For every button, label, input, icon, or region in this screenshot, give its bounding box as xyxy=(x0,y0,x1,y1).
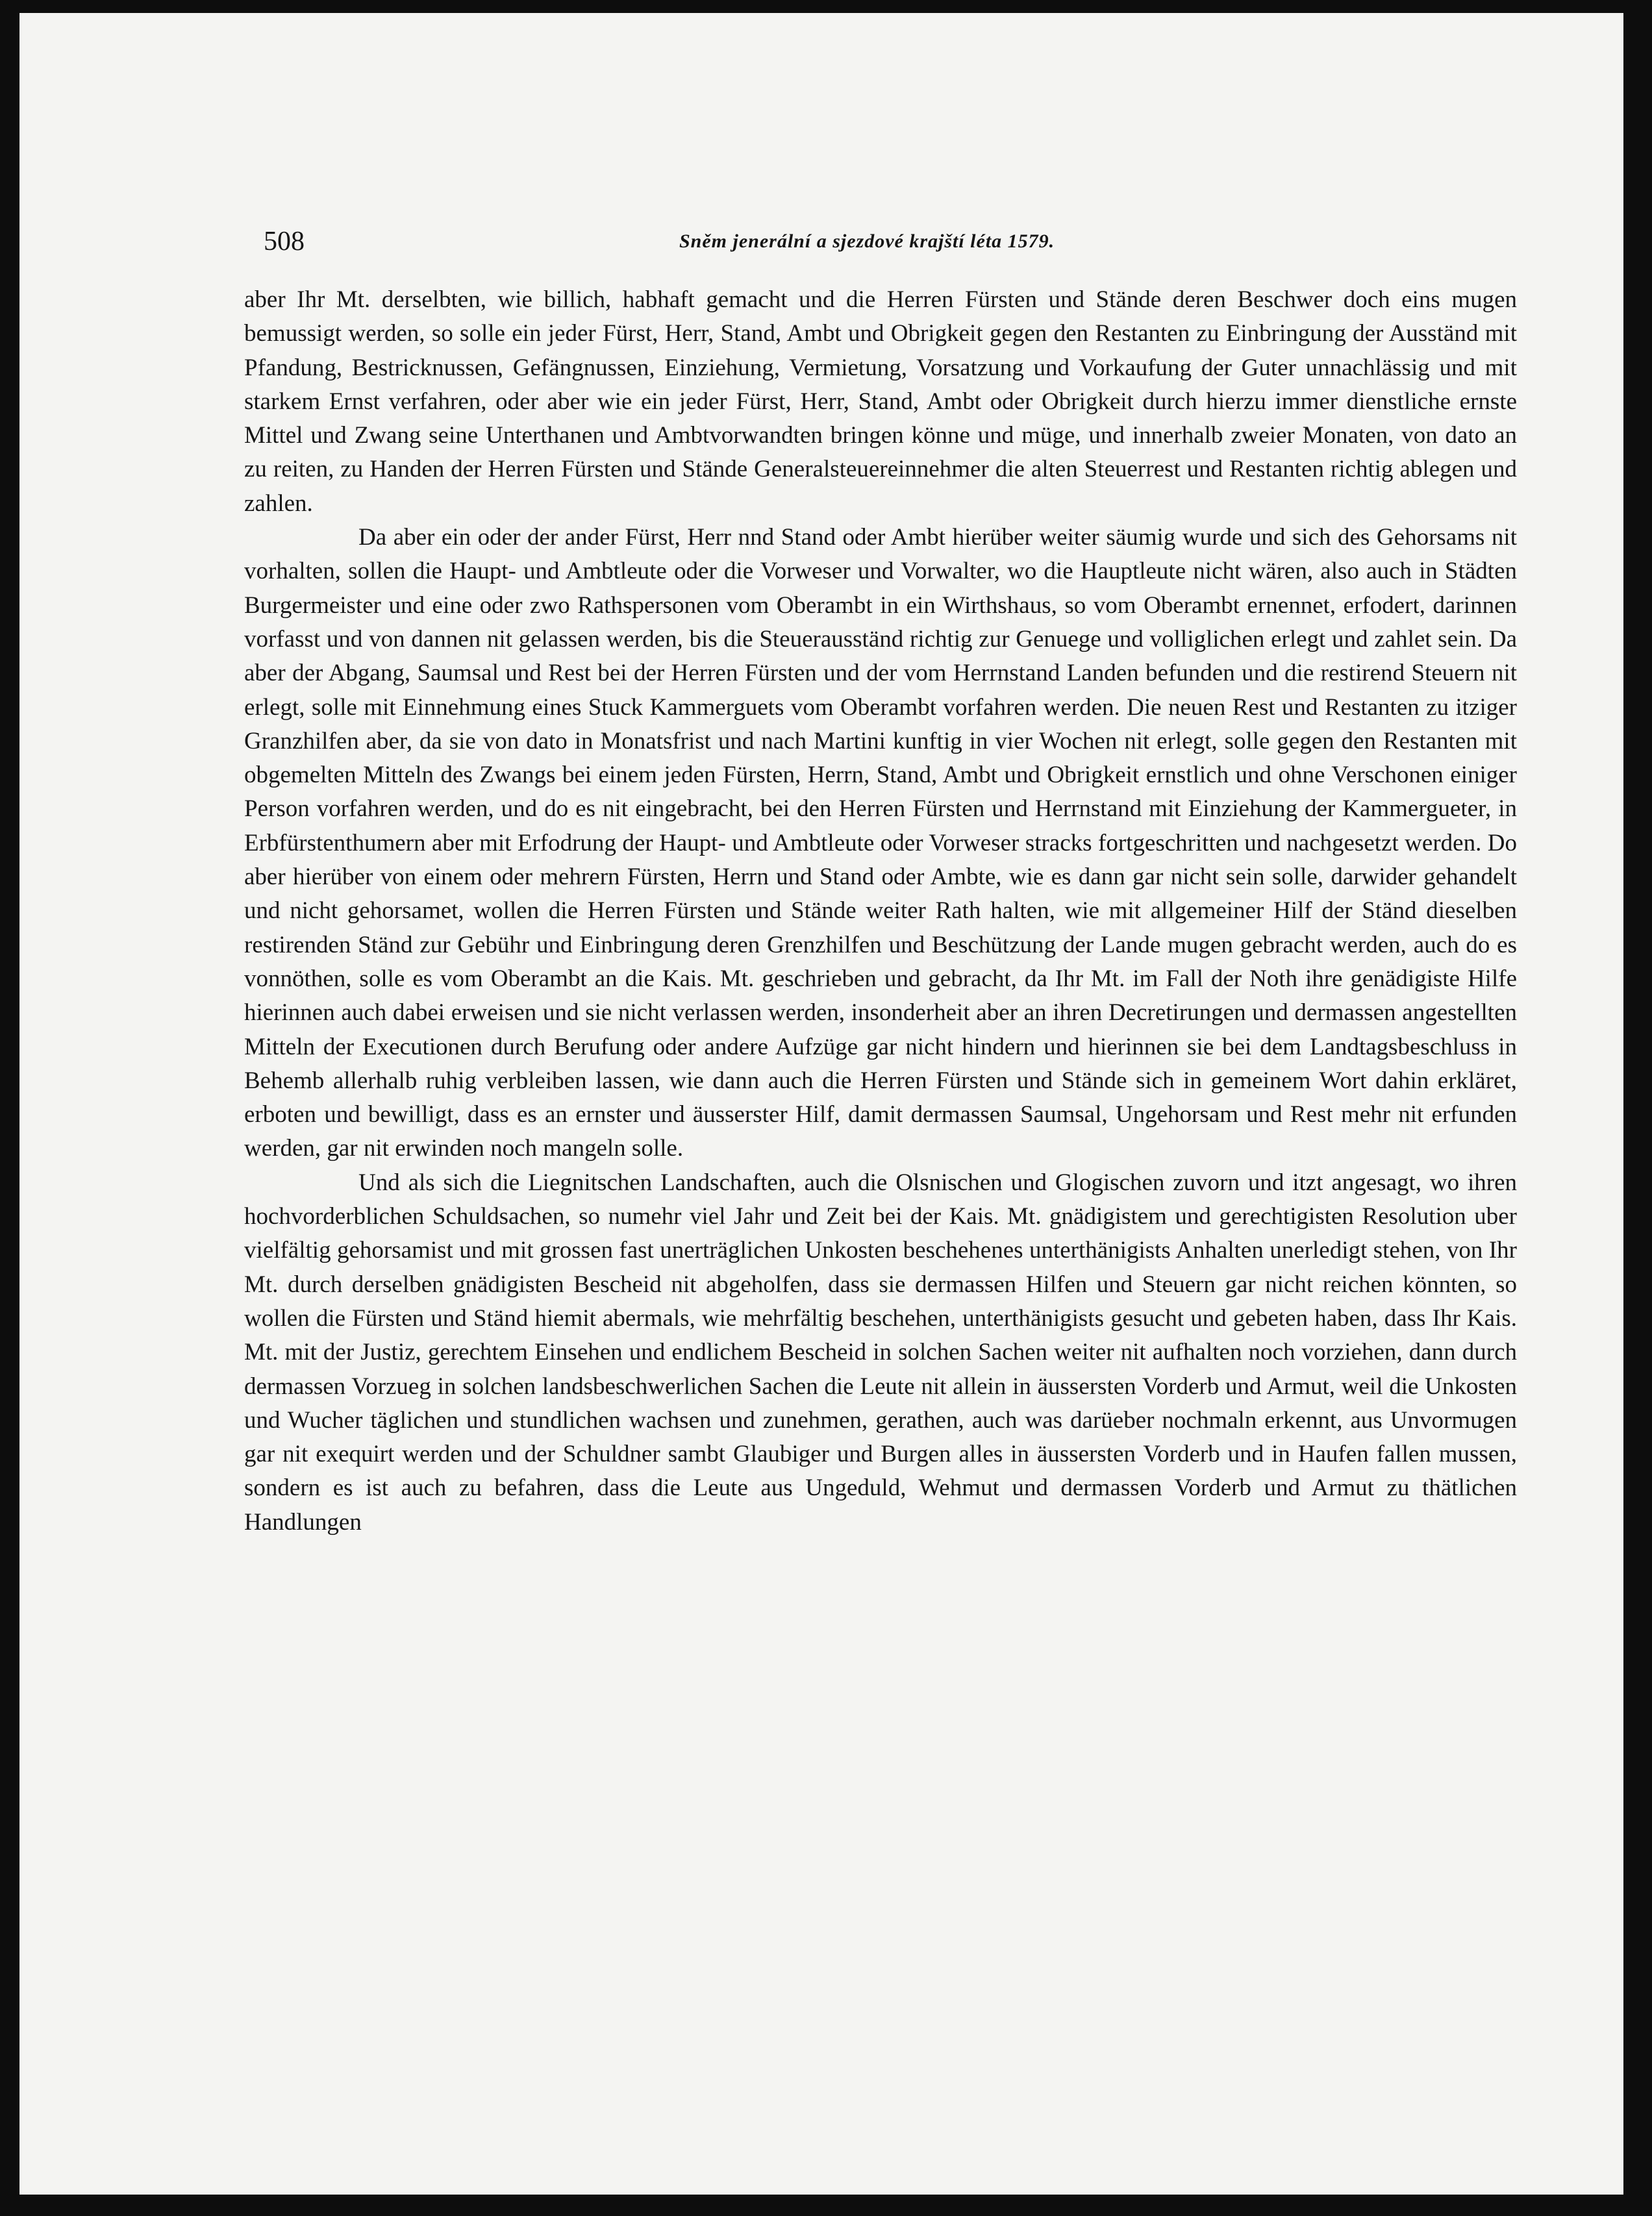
body-text xyxy=(244,283,1517,1539)
page-number: 508 xyxy=(264,227,305,256)
paragraph-2: Da aber ein oder der ander Fürst, Herr nnd Stand oder Ambt hierüber weiter säumig wurde und sich des Gehorsams nit vorhalten, sollen die Haupt- und Ambtleute oder die Vorweser und Vorwalter, wo die Hauptleute nicht wären, also auch in Städten Burgermeister und eine oder zwo Rathspersonen vom Oberambt in ein Wirthshaus, so vom Oberambt ernennet, erfodert, darinnen vorfasst und von dannen nit gelassen werden, bis die Steuerausständ richtig zur Genuege und volliglichen erlegt und zahlet sein. Da aber der Abgang, Saumsal und Rest bei der Herren Fürsten und der vom Herrnstand Landen befunden und die restirend Steuern nit erlegt, solle mit Einnehmung eines Stuck Kammerguets vom Oberambt vorfahren werden. Die neuen Rest und Restanten zu itziger Granzhilfen aber, da sie von dato in Monatsfrist und nach Martini kunftig in vier Wochen nit erlegt, solle gegen den Restanten mit obgemelten Mitteln des Zwangs bei einem jeden Fürsten, Herrn, Stand, Ambt und Obrigkeit ernstlich und ohne Verschonen einiger Person vorfahren werden, und do es nit eingebracht, bei den Herren Fürsten und Herrnstand mit Einziehung der Kammergueter, in Erbfürstenthumern aber mit Erfodrung der Haupt- und Ambtleute oder Vorweser stracks fortgeschritten und nachgesetzt werden. Do aber hierüber von einem oder mehrern Fürsten, Herrn und Stand oder Ambte, wie es dann gar nicht sein solle, darwider gehandelt und nicht gehorsamet, wollen die Herren Fürsten und Stände weiter Rath halten, wie mit allgemeiner Hilf der Ständ dieselben restirenden Ständ zur Gebühr und Einbringung deren Grenzhilfen und Beschützung der Lande mugen gebracht werden, auch do es vonnöthen, solle es vom Oberambt an die Kais. Mt. geschrieben und gebracht, da Ihr Mt. im Fall der Noth ihre genädigiste Hilfe hierinnen auch dabei erweisen und sie nicht verlassen werden, insonderheit aber an ihren Decretirungen und dermassen angestellten Mitteln der Executionen durch Berufung oder andere Aufzüge gar nicht hindern und hierinnen sie bei dem Landtagsbeschluss in Behemb allerhalb ruhig verbleiben lassen, wie dann auch die Herren Fürsten und Stände sich in gemeinem Wort dahin erkläret, erboten und bewilligt, dass es an ernster und äusserster Hilf, damit dermassen Saumsal, Ungehorsam und Rest mehr nit erfunden werden, gar nit erwinden noch mangeln solle. xyxy=(244,524,1517,1162)
running-title: Sněm jenerální a sjezdové krajští léta 1579. xyxy=(679,230,1055,252)
paragraph-1: aber Ihr Mt. derselbten, wie billich, habhaft gemacht und die Herren Fürsten und Stände deren Beschwer doch eins mugen bemussigt werden, so solle ein jeder Fürst, Herr, Stand, Ambt und Obrigkeit gegen den Restanten zu Einbringung der Ausständ mit Pfandung, Bestricknussen, Gefängnussen, Einziehung, Vermietung, Vorsatzung und Vorkaufung der Guter unnachlässig und mit starkem Ernst verfahren, oder aber wie ein jeder Fürst, Herr, Stand, Ambt oder Obrigkeit durch hierzu immer dienstliche ernste Mittel und Zwang seine Unterthanen und Ambtvorwandten bringen könne und müge, und innerhalb zweier Monaten, von dato an zu reiten, zu Handen der Herren Fürsten und Stände Generalsteuereinnehmer die alten Steuerrest und Restanten richtig ablegen und zahlen. xyxy=(244,286,1517,517)
paragraph-3: Und als sich die Liegnitschen Landschaften, auch die Olsnischen und Glogischen zuvorn und itzt angesagt, wo ihren hochvorderblichen Schuldsachen, so numehr viel Jahr und Zeit bei der Kais. Mt. gnädigistem und gerechtigisten Resolution uber vielfältig gehorsamist und mit grossen fast unerträglichen Unkosten beschehenes unterthänigists Anhalten unerledigt stehen, von Ihr Mt. durch derselben gnädigisten Bescheid nit abgeholfen, dass sie dermassen Hilfen und Steuern gar nicht reichen könnten, so wollen die Fürsten und Ständ hiemit abermals, wie mehrfältig beschehen, unterthänigists gesucht und gebeten haben, dass Ihr Kais. Mt. mit der Justiz, gerechtem Einsehen und endlichem Bescheid in solchen Sachen weiter nit aufhalten noch vorziehen, dann durch dermassen Vorzueg in solchen landsbeschwerlichen Sachen die Leute nit allein in äussersten Vorderb und Armut, weil die Unkosten und Wucher täglichen und stundlichen wachsen und zunehmen, gerathen, auch was darüeber nochmaln erkennt, aus Unvormugen gar nit exequirt werden und der Schuldner sambt Glaubiger und Burgen alles in äussersten Vorderb und in Haufen fallen mussen, sondern es ist auch zu befahren, dass die Leute aus Ungeduld, Wehmut und dermassen Vorderb und Armut zu thätlichen Handlungen xyxy=(244,1169,1517,1536)
running-head xyxy=(264,222,1538,261)
